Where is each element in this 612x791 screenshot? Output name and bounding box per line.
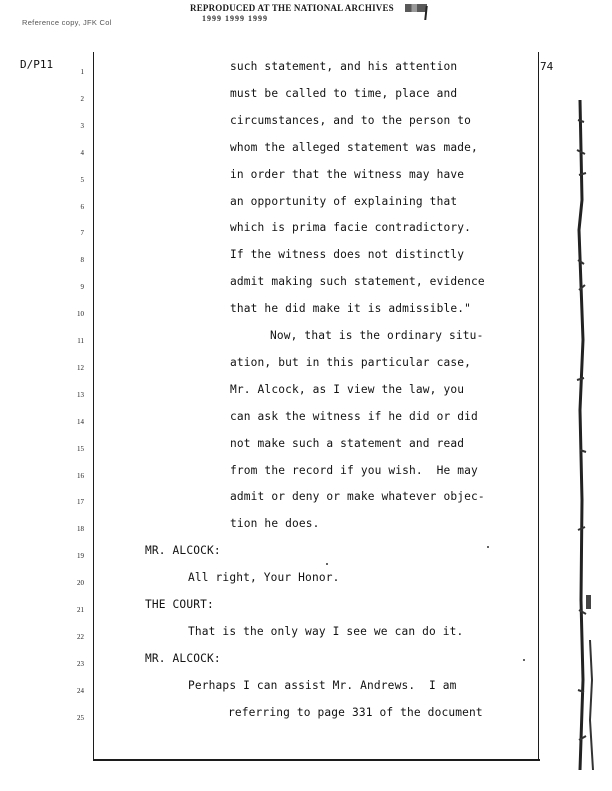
transcript-line: Perhaps I can assist Mr. Andrews. I am (188, 678, 457, 692)
archive-stamp: REPRODUCED AT THE NATIONAL ARCHIVES (190, 3, 394, 13)
scan-speck (523, 659, 525, 661)
transcript-line: an opportunity of explaining that (230, 194, 458, 208)
transcript-line: which is prima facie contradictory. (230, 221, 471, 235)
line-number: 3 (80, 121, 84, 130)
transcript-line: must be called to time, place and (230, 86, 458, 100)
transcript-line: ation, but in this particular case, (230, 355, 471, 369)
line-number: 16 (77, 471, 84, 480)
line-number: 10 (77, 310, 84, 319)
line-number: 5 (80, 175, 84, 184)
scan-speck (326, 563, 328, 565)
transcript-frame-bottom (93, 759, 540, 761)
line-number: 18 (77, 525, 84, 534)
line-number: 19 (77, 552, 84, 561)
line-number: 20 (77, 579, 84, 588)
scan-artifact-mark (424, 6, 433, 20)
line-number: 25 (77, 713, 84, 722)
line-number: 4 (80, 148, 84, 157)
line-number: 11 (77, 337, 84, 345)
transcript-line: in order that the witness may have (230, 167, 465, 181)
line-number: 15 (77, 444, 84, 453)
scan-edge-icon (574, 80, 612, 780)
transcript-line: whom the alleged statement was made, (230, 140, 478, 154)
transcript-line: That is the only way I see we can do it. (188, 624, 464, 638)
scan-edge-artifact (574, 80, 612, 780)
transcript-line: MR. ALCOCK: (145, 651, 221, 665)
transcript-line: If the witness does not distinctly (230, 248, 465, 262)
transcript-line: THE COURT: (145, 598, 214, 611)
page-number: 74 (540, 60, 554, 73)
transcript-line: can ask the witness if he did or did (230, 409, 478, 423)
line-number: 21 (77, 606, 84, 614)
archive-scrawl: 1999 1999 1999 (202, 14, 268, 23)
line-number: 7 (80, 229, 84, 238)
line-number: 9 (80, 283, 84, 292)
transcript-line: that he did make it is admissible." (230, 302, 471, 316)
transcript-line: All right, Your Honor. (188, 571, 340, 585)
line-number: 24 (77, 686, 84, 695)
transcript-line: admit making such statement, evidence (230, 275, 485, 289)
line-number: 14 (77, 417, 84, 426)
transcript-line: admit or deny or make whatever objec- (230, 490, 485, 504)
line-number: 22 (77, 632, 84, 641)
line-number: 17 (77, 498, 84, 507)
transcript-line: Now, that is the ordinary situ- (270, 329, 484, 342)
line-number: 2 (80, 94, 84, 103)
line-number: 1 (80, 68, 84, 76)
reference-copy-label: Reference copy, JFK Col (22, 18, 112, 27)
transcript-line: such statement, and his attention (230, 60, 458, 73)
line-number: 13 (77, 390, 84, 399)
transcript-line: circumstances, and to the person to (230, 113, 471, 127)
transcript-line: not make such a statement and read (230, 436, 465, 450)
line-number: 8 (80, 256, 84, 265)
archive-stamp-mark (405, 4, 427, 12)
page-id: D/P11 (20, 58, 54, 71)
transcript-line: Mr. Alcock, as I view the law, you (230, 382, 465, 396)
line-number: 23 (77, 659, 84, 668)
transcript-line: from the record if you wish. He may (230, 463, 478, 477)
line-number: 6 (80, 202, 84, 211)
transcript-line: referring to page 331 of the document (228, 705, 483, 719)
transcript-line: tion he does. (230, 517, 320, 531)
transcript-line: MR. ALCOCK: (145, 544, 221, 558)
scan-speck (487, 546, 489, 548)
line-number: 12 (77, 363, 84, 372)
